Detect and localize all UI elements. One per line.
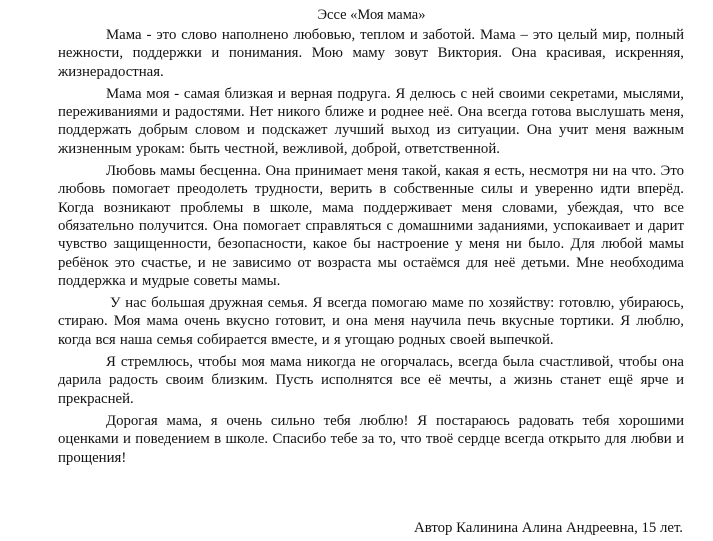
paragraph-3: Любовь мамы бесценна. Она принимает меня такой, какая я есть, несмотря ни на что. Это любовь помогает преодолеть трудности, верить в собственные силы и уверенно идти вперёд. Когда возникают проблемы в школе, мама поддерживает меня словами, убеждая, что все обязательно получится. Она помогает справляться с домашними заданиями, успокаивает и дарит чувство защищенности, безопасности, какое бы настроение у меня ни было. Для любой мамы ребёнок это счастье, и не зависимо от возраста мы остаёмся для неё детьми. Мне необходима поддержка и мудрые советы мамы. <box>58 163 684 289</box>
paragraph-2: Мама моя - самая близкая и верная подруга. Я делюсь с ней своими секретами, мыслями, переживаниями и радостями. Нет никого ближе и роднее неё. Она всегда готова выслушать меня, поддержать добрым словом и подскажет лучший выход из ситуации. Она учит меня важным жизненным урокам: быть честной, вежливой, доброй, ответственной. <box>58 85 684 157</box>
paragraph-4: У нас большая дружная семья. Я всегда помогаю маме по хозяйству: готовлю, убираюсь, стираю. Моя мама очень вкусно готовит, и она меня научила печь вкусные тортики. Я люблю, когда вся наша семья собирается вместе, и я угощаю родных своей выпечкой. <box>58 295 684 348</box>
essay-body <box>58 26 684 471</box>
paragraph-1: Мама - это слово наполнено любовью, теплом и заботой. Мама – это целый мир, полный нежности, поддержки и понимания. Мою маму зовут Виктория. Она красивая, искренняя, жизнерадостная. <box>58 27 684 80</box>
essay-title: Эссе «Моя мама» <box>317 7 426 23</box>
paragraph-5: Я стремлюсь, чтобы моя мама никогда не огорчалась, всегда была счастливой, чтобы она дарила радость своим близким. Пусть исполнятся все её мечты, а жизнь станет ещё ярче и прекрасней. <box>58 354 684 407</box>
author-signature: Автор Калинина Алина Андреевна, 15 лет. <box>414 520 683 536</box>
paragraph-6: Дорогая мама, я очень сильно тебя люблю! Я постараюсь радовать тебя хорошими оценками и поведением в школе. Спасибо тебе за то, что твоё сердце всегда открыто для любви и прощения! <box>58 412 684 466</box>
